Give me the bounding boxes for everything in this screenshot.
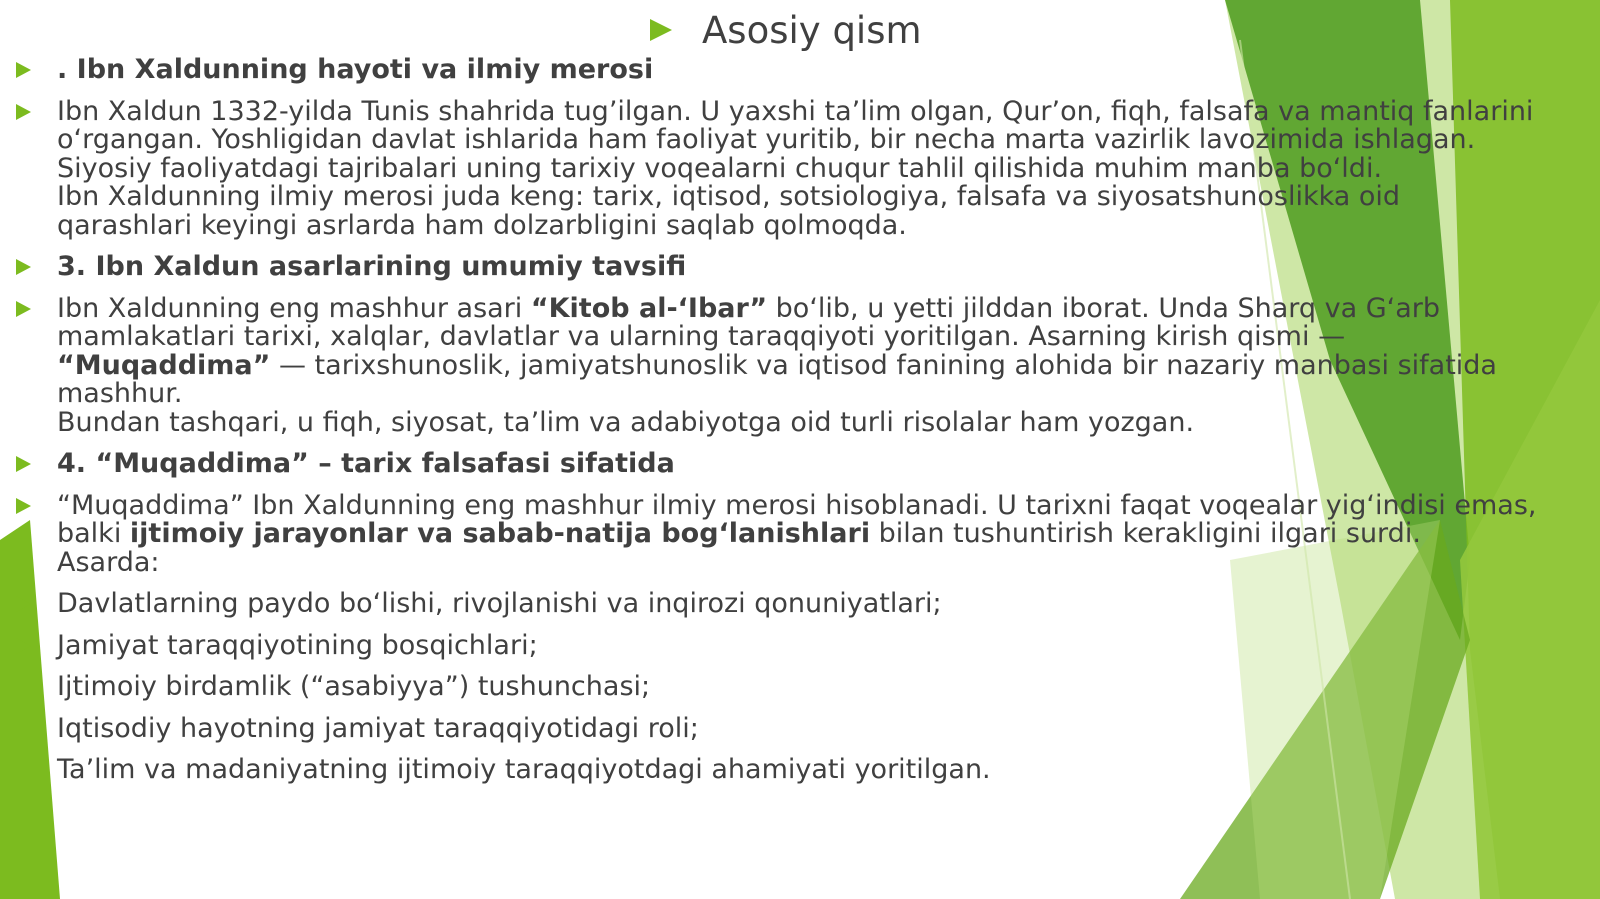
bullet-arrow-icon [16,456,31,472]
bullet-arrow-icon [16,62,31,78]
bullet-arrow-icon [16,638,31,654]
bullet-arrow-icon [16,301,31,317]
section-heading-asarlar: 3. Ibn Xaldun asarlarining umumiy tavsifi [0,253,1590,282]
list-item: Iqtisodiy hayotning jamiyat taraqqiyotidagi roli; [57,712,699,744]
bullet-arrow-icon [16,596,31,612]
bullet-arrow-icon [16,104,31,120]
title-row [650,6,922,54]
section-heading-hayoti: . Ibn Xaldunning hayoti va ilmiy merosi [0,56,1590,85]
list-item: Davlatlarning paydo bo‘lishi, rivojlanishi va inqirozi qonuniyatlari; [0,590,1590,619]
slide-title: Asosiy qism [702,8,922,52]
section-heading-muqaddima: 4. “Muqaddima” – tarix falsafasi sifatida [0,450,1590,479]
title-bullet-icon [650,19,672,41]
paragraph-muqaddima: “Muqaddima” Ibn Xaldunning eng mashhur ilmiy merosi hisoblanadi. U tarixni faqat voqealar yig‘indisi emas, balki ijtimoiy jarayonlar va sabab-natija bog‘lanishlari bilan tushuntirish kerakligini ilgari surdi. Asarda: [0,492,1590,578]
bullet-arrow-icon [16,498,31,514]
slide-content [0,56,1590,798]
list-item: Jamiyat taraqqiyotining bosqichlari; [0,632,1590,661]
bullet-arrow-icon [16,259,31,275]
list-item: Ijtimoiy birdamlik (“asabiyya”) tushunchasi; [57,671,651,702]
list-item: Ta’lim va madaniyatning ijtimoiy taraqqiyotdagi ahamiyati yoritilgan. [57,754,991,785]
paragraph-asarlar: Ibn Xaldunning eng mashhur asari “Kitob al-‘Ibar” bo‘lib, u yetti jilddan iborat. Unda Sharq va G‘arb mamlakatlari tarixi, xalqlar, davlatlar va ularning taraqqiyoti yoritilgan. Asarning kirish qismi — “Muqaddima” — tarixshunoslik, jamiyatshunoslik va iqtisod fanining alohida bir nazariy manbasi sifatida mashhur. Bundan tashqari, u fiqh, siyosat, ta’lim va adabiyotga oid turli risolalar ham yozgan. [0,295,1590,438]
paragraph-hayoti: Ibn Xaldun 1332-yilda Tunis shahrida tug’ilgan. U yaxshi ta’lim olgan, Qur’on, fiqh, falsafa va mantiq fanlarini o‘rgangan. Yoshligidan davlat ishlarida ham faoliyat yuritib, bir necha marta vazirlik lavozimida ishlagan. Siyosiy faoliyatdagi tajribalari uning tarixiy voqealarni chuqur tahlil qilishida muhim manba bo‘ldi. Ibn Xaldunning ilmiy merosi juda keng: tarix, iqtisod, sotsiologiya, falsafa va siyosatshunoslikka oid qarashlari keyingi asrlarda ham dolzarbligini saqlab qolmoqda. [0,98,1590,241]
